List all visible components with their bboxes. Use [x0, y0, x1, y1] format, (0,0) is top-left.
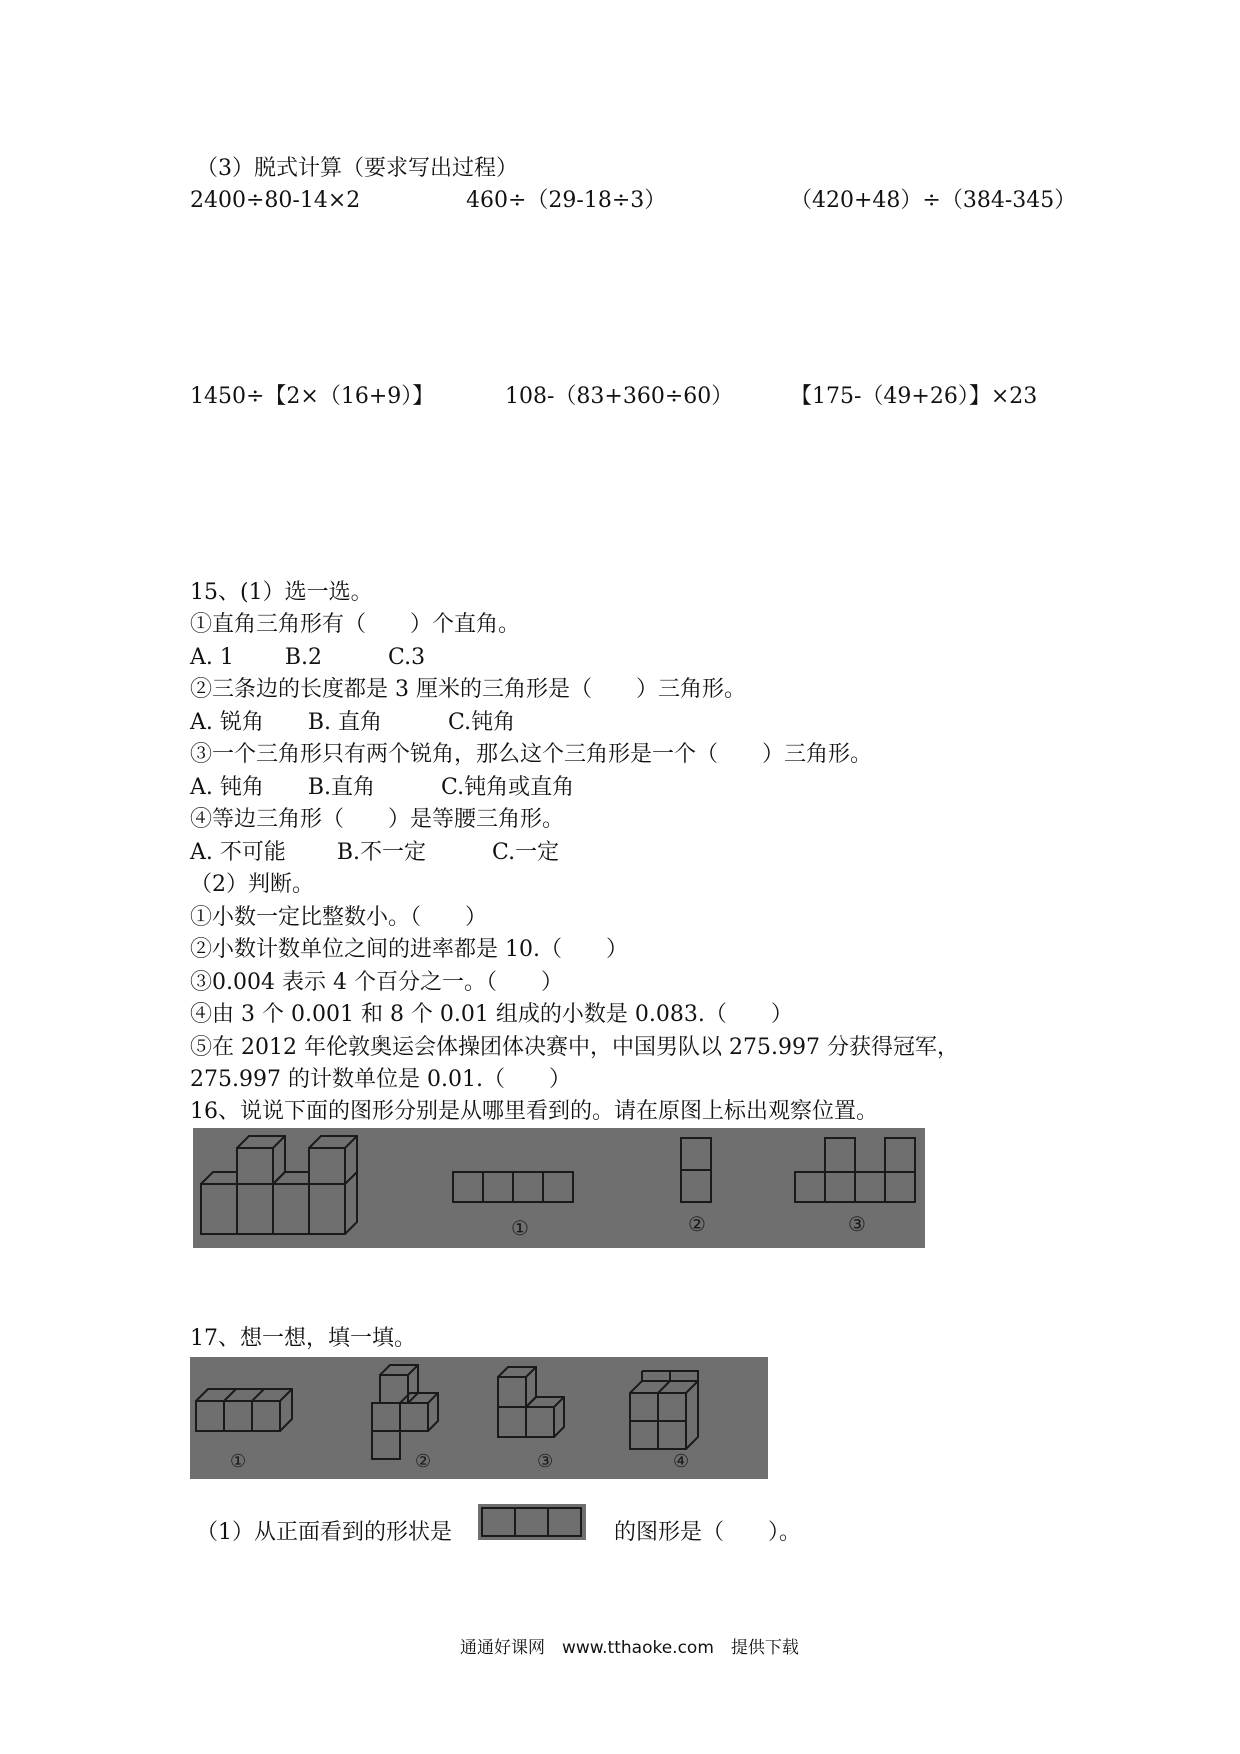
- cube-solid-icon: [201, 1136, 357, 1234]
- q15-title: 15、(1）选一选。: [190, 580, 373, 605]
- q15-item-2: ②三条边的长度都是 3 厘米的三角形是（ ）三角形。: [190, 677, 746, 702]
- judge-item-2: ②小数计数单位之间的进率都是 10.（ ）: [190, 937, 628, 962]
- calc-expr-2: 460÷（29-18÷3）: [466, 188, 667, 213]
- view-2-icon: [681, 1138, 711, 1202]
- q15-options-2: A. 锐角 B. 直角 C.钝角: [190, 710, 516, 735]
- judge-item-5-cont: 275.997 的计数单位是 0.01.（ ）: [190, 1067, 571, 1092]
- q15-item-3: ③一个三角形只有两个锐角，那么这个三角形是一个（ ）三角形。: [190, 742, 873, 767]
- q16-title: 16、说说下面的图形分别是从哪里看到的。请在原图上标出观察位置。: [190, 1099, 878, 1124]
- q17-label-2: ②: [415, 1451, 432, 1472]
- calc-expr-1: 2400÷80-14×2: [190, 188, 361, 213]
- q17-sub1-suffix: 的图形是（ ）。: [614, 1520, 802, 1545]
- q17-title: 17、想一想，填一填。: [190, 1326, 416, 1351]
- page-footer: 通通好课网 www.tthaoke.com 提供下载: [460, 1638, 799, 1658]
- view-1-icon: [453, 1172, 573, 1202]
- q16-label-3: ③: [848, 1212, 866, 1236]
- q16-figure: [193, 1128, 925, 1248]
- q15-options-1: A. 1 B.2 C.3: [190, 645, 426, 670]
- q17-figure: [190, 1357, 768, 1479]
- front-view-figure: [478, 1504, 586, 1540]
- shape-3-icon: [498, 1367, 564, 1437]
- judge-title: （2）判断。: [190, 872, 314, 897]
- shape-4-icon: [630, 1371, 698, 1449]
- judge-item-1: ①小数一定比整数小。（ ）: [190, 905, 488, 930]
- q15-item-1: ①直角三角形有（ ）个直角。: [190, 612, 521, 637]
- judge-item-3: ③0.004 表示 4 个百分之一。（ ）: [190, 970, 563, 995]
- q15-item-4: ④等边三角形（ ）是等腰三角形。: [190, 807, 565, 832]
- q17-label-1: ①: [230, 1451, 247, 1472]
- view-3-icon: [795, 1138, 915, 1202]
- q15-options-4: A. 不可能 B.不一定 C.一定: [190, 840, 560, 865]
- three-squares-icon: [478, 1504, 586, 1540]
- calc-expr-5: 108-（83+360÷60）: [505, 384, 734, 409]
- q15-options-3: A. 钝角 B.直角 C.钝角或直角: [190, 775, 575, 800]
- judge-item-5: ⑤在 2012 年伦敦奥运会体操团体决赛中，中国男队以 275.997 分获得冠军，: [190, 1035, 959, 1060]
- judge-item-4: ④由 3 个 0.001 和 8 个 0.01 组成的小数是 0.083.（ ）: [190, 1002, 793, 1027]
- q16-label-1: ①: [511, 1216, 529, 1240]
- shape-1-icon: [196, 1389, 292, 1431]
- q16-label-2: ②: [688, 1212, 706, 1236]
- q17-label-3: ③: [537, 1451, 554, 1472]
- q17-sub1-prefix: （1）从正面看到的形状是: [196, 1520, 452, 1545]
- shape-2-icon: [372, 1365, 438, 1459]
- q17-label-4: ④: [673, 1451, 690, 1472]
- calc-expr-3: （420+48）÷（384-345）: [790, 188, 1077, 213]
- calc-expr-4: 1450÷【2×（16+9）】: [190, 384, 435, 409]
- calc-expr-6: 【175-（49+26）】×23: [790, 384, 1038, 409]
- calc-heading: （3）脱式计算（要求写出过程）: [196, 156, 518, 181]
